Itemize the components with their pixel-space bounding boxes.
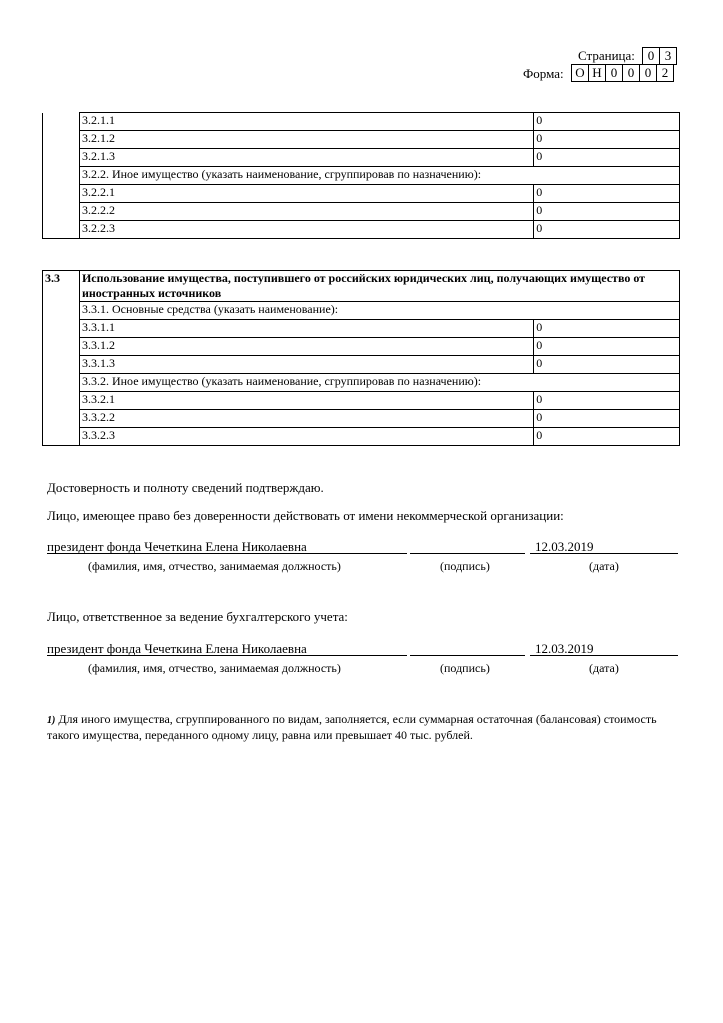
table-header-row [43, 271, 680, 302]
signer2-intro: Лицо, ответственное за ведение бухгалтерского учета: [47, 609, 348, 624]
row-code: 3.3.2.1 [79, 392, 533, 410]
row-code: 3.2.2.3 [79, 221, 533, 239]
footnote-marker: 1) [47, 715, 56, 726]
row-value: 0 [534, 185, 680, 203]
row-value: 0 [534, 149, 680, 167]
row-value: 0 [534, 203, 680, 221]
signer1-caption-date: (дата) [589, 559, 619, 573]
row-value: 0 [534, 338, 680, 356]
footnote [47, 712, 677, 743]
table-row [43, 302, 680, 320]
table-row [43, 185, 680, 203]
row-code: 3.3.2.3 [79, 428, 533, 446]
signer2-caption-name: (фамилия, имя, отчество, занимаемая должность) [88, 661, 341, 675]
table-row [43, 428, 680, 446]
row-value: 0 [534, 410, 680, 428]
signer1-caption-name: (фамилия, имя, отчество, занимаемая должность) [88, 559, 341, 573]
signer1-signature-line [410, 553, 525, 554]
signer2-signature-line [410, 655, 525, 656]
form-char: 0 [622, 64, 640, 82]
subheader-row: 3.2.2. Иное имущество (указать наименование, сгруппировав по назначению): [79, 167, 679, 185]
row-code: 3.2.2.2 [79, 203, 533, 221]
row-value: 0 [534, 221, 680, 239]
row-code: 3.3.1.2 [79, 338, 533, 356]
table-row [43, 167, 680, 185]
row-value: 0 [534, 428, 680, 446]
form-code-boxes [572, 64, 674, 82]
table-row [43, 203, 680, 221]
signer2-date-line [530, 655, 678, 656]
table-row [43, 356, 680, 374]
row-code: 3.3.2.2 [79, 410, 533, 428]
row-code: 3.2.1.3 [79, 149, 533, 167]
row-value: 0 [534, 356, 680, 374]
table-row [43, 392, 680, 410]
row-value: 0 [534, 392, 680, 410]
table-row [43, 410, 680, 428]
row-value: 0 [534, 320, 680, 338]
signer1-name: президент фонда Чечеткина Елена Николаевна [47, 539, 307, 554]
form-char: Н [588, 64, 606, 82]
row-code: 3.3.1.3 [79, 356, 533, 374]
row-code: 3.3.1.1 [79, 320, 533, 338]
page-digit: 0 [642, 47, 660, 65]
form-char: О [571, 64, 589, 82]
table-row [43, 113, 680, 131]
confirmation-text: Достоверность и полноту сведений подтверждаю. [47, 480, 324, 495]
table-row [43, 338, 680, 356]
form-char: 0 [605, 64, 623, 82]
row-code: 3.2.1.1 [79, 113, 533, 131]
signer1-date: 12.03.2019 [535, 539, 594, 554]
signer2-date: 12.03.2019 [535, 641, 594, 656]
signer2-caption-date: (дата) [589, 661, 619, 675]
signer1-date-line [530, 553, 678, 554]
table-3-2-continuation [42, 112, 680, 239]
table-row [43, 320, 680, 338]
section-number-cell [43, 113, 80, 239]
form-char: 0 [639, 64, 657, 82]
table-row [43, 374, 680, 392]
section-title: Использование имущества, поступившего от российских юридических лиц, получающих имущество от иностранных источников [79, 271, 679, 302]
section-number: 3.3 [43, 271, 80, 446]
signer2-name: президент фонда Чечеткина Елена Николаевна [47, 641, 307, 656]
form-label: Форма: [523, 66, 564, 81]
row-value: 0 [534, 113, 680, 131]
signer2-name-line [47, 655, 407, 656]
table-row [43, 221, 680, 239]
page-digit: 3 [659, 47, 677, 65]
row-code: 3.2.2.1 [79, 185, 533, 203]
signer1-caption-sign: (подпись) [440, 559, 490, 573]
subheader-row: 3.3.1. Основные средства (указать наименование): [79, 302, 679, 320]
signer2-caption-sign: (подпись) [440, 661, 490, 675]
row-value: 0 [534, 131, 680, 149]
table-row [43, 131, 680, 149]
row-code: 3.2.1.2 [79, 131, 533, 149]
form-code-block [520, 63, 680, 81]
subheader-row: 3.3.2. Иное имущество (указать наименование, сгруппировав по назначению): [79, 374, 679, 392]
signer1-name-line [47, 553, 407, 554]
table-row [43, 149, 680, 167]
page-label: Страница: [578, 48, 635, 63]
signer1-intro: Лицо, имеющее право без доверенности действовать от имени некоммерческой организации: [47, 508, 564, 523]
form-char: 2 [656, 64, 674, 82]
table-3-3 [42, 270, 680, 446]
footnote-text: Для иного имущества, сгруппированного по видам, заполняется, если суммарная остаточная (балансовая) стоимость такого имущества, переданного одному лицу, равна или превышает 40 тыс. рублей. [47, 712, 657, 742]
